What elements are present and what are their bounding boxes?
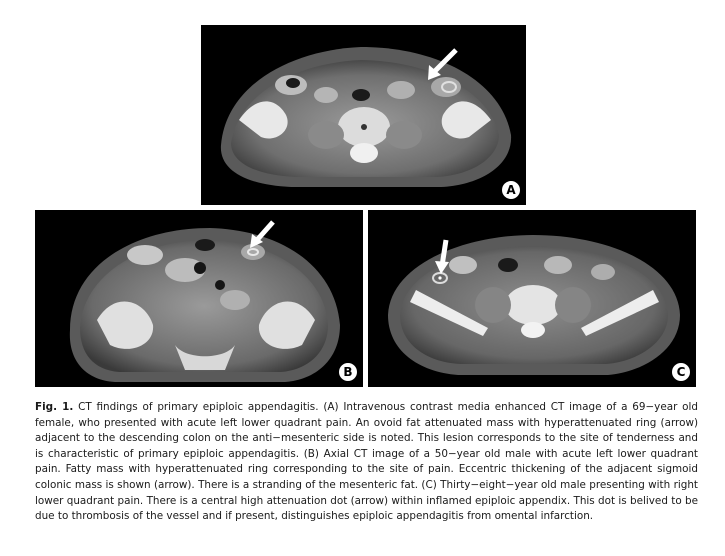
ct-panel-c bbox=[368, 210, 696, 387]
figure-label: Fig. 1. bbox=[35, 401, 74, 413]
ct-image-c bbox=[368, 210, 696, 387]
figure-caption bbox=[35, 400, 698, 525]
ct-image-a bbox=[201, 25, 526, 205]
panel-label-b: B bbox=[338, 362, 358, 382]
panel-label-c: C bbox=[671, 362, 691, 382]
ct-image-b bbox=[35, 210, 363, 387]
ct-panel-a bbox=[201, 25, 526, 205]
ct-panel-b bbox=[35, 210, 363, 387]
caption-text: CT findings of primary epiploic appendagitis. (A) Intravenous contrast media enhanced CT image of a 69−year old female, who presented with acute left lower quadrant pain. An ovoid fat attenuated mass with hyperattenuated ring (arrow) adjacent to the descending colon on the anti−mesenteric side is noted. This lesion corresponds to the site of tenderness and is characteristic of primary epiploic appendagitis. (B) Axial CT image of a 50−year old male with acute left lower quadrant pain. Fatty mass with hyperattenuated ring corresponding to the site of pain. Eccentric thickening of the adjacent sigmoid colonic mass is shown (arrow). There is a stranding of the mesenteric fat. (C) Thirty−eight−year old male presenting with right lower quadrant pain. There is a central high attenuation dot (arrow) within inflamed epiploic appendix. This dot is belived to be due to thrombosis of the vessel and if present, distinguishes epiploic appendagitis from omental infarction. bbox=[35, 401, 698, 523]
panel-label-a: A bbox=[501, 180, 521, 200]
